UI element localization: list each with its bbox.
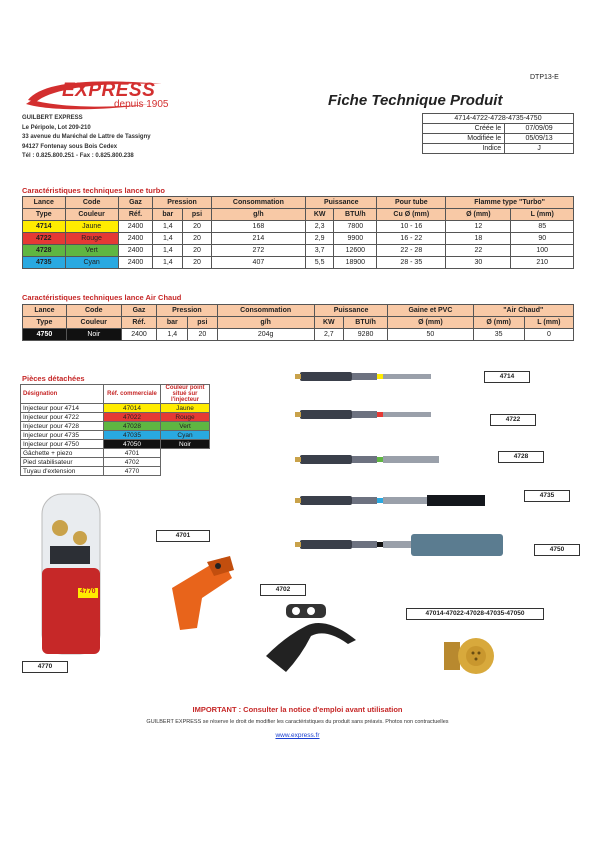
spec-cell: 5,5 bbox=[306, 257, 334, 269]
parts-header-ref: Réf. commerciale bbox=[104, 385, 161, 404]
label-4735: 4735 bbox=[524, 490, 570, 502]
color-code-cell: Noir bbox=[66, 329, 121, 341]
spec-cell: 10 - 16 bbox=[377, 221, 446, 233]
turbo-column-header: Couleur bbox=[65, 209, 118, 221]
spec-cell: 1,4 bbox=[153, 221, 183, 233]
turbo-group-header: Gaz bbox=[118, 197, 153, 209]
airchaud-column-header: Réf. bbox=[121, 317, 157, 329]
turbo-group-header: Pour tube bbox=[377, 197, 446, 209]
spec-cell: 100 bbox=[511, 245, 574, 257]
table-row bbox=[23, 233, 574, 245]
spec-cell: 2400 bbox=[118, 233, 153, 245]
label-4702: 4702 bbox=[260, 584, 306, 596]
torch-lances-illustration bbox=[295, 364, 535, 564]
part-color: Cyan bbox=[161, 431, 210, 440]
turbo-section-title: Caractéristiques techniques lance turbo bbox=[22, 186, 165, 195]
doc-code: DTP13-E bbox=[530, 74, 559, 81]
part-color: Rouge bbox=[161, 413, 210, 422]
turbo-group-header: Code bbox=[65, 197, 118, 209]
label-4722: 4722 bbox=[490, 414, 536, 426]
airchaud-group-header: Consommation bbox=[217, 305, 314, 317]
parts-header-color: Couleur point situé sur l'injecteur bbox=[161, 385, 210, 404]
turbo-column-header: Réf. bbox=[118, 209, 153, 221]
list-item bbox=[21, 458, 210, 467]
spec-cell: 2400 bbox=[121, 329, 157, 341]
index-label: Indice bbox=[423, 144, 505, 154]
turbo-spec-table bbox=[22, 196, 574, 269]
table-row bbox=[23, 245, 574, 257]
color-code-cell: Rouge bbox=[65, 233, 118, 245]
spec-cell: 1,4 bbox=[153, 257, 183, 269]
list-item bbox=[21, 440, 210, 449]
list-item bbox=[21, 422, 210, 431]
lance-4728-image bbox=[295, 455, 439, 464]
lance-4735-image bbox=[295, 495, 485, 506]
airchaud-group-header: Gaz bbox=[121, 305, 157, 317]
part-ref: 47014 bbox=[104, 404, 161, 413]
airchaud-column-header: Couleur bbox=[66, 317, 121, 329]
spec-cell: 2400 bbox=[118, 245, 153, 257]
table-row bbox=[23, 257, 574, 269]
part-color: Jaune bbox=[161, 404, 210, 413]
airchaud-column-header: bar bbox=[157, 317, 188, 329]
color-code-cell: Vert bbox=[65, 245, 118, 257]
spec-cell: 85 bbox=[511, 221, 574, 233]
part-ref: 4701 bbox=[104, 449, 161, 458]
spec-cell: 20 bbox=[183, 221, 211, 233]
part-name: Tuyau d'extension bbox=[21, 467, 104, 476]
part-name: Injecteur pour 4735 bbox=[21, 431, 104, 440]
lance-4722-image bbox=[295, 410, 431, 419]
part-name: Injecteur pour 4728 bbox=[21, 422, 104, 431]
pack-4770-image bbox=[38, 488, 104, 658]
spec-cell: 35 bbox=[473, 329, 524, 341]
spec-cell: 20 bbox=[183, 245, 211, 257]
pack-4770-badge: 4770 bbox=[80, 588, 96, 595]
turbo-column-header: bar bbox=[153, 209, 183, 221]
parts-header-designation: Désignation bbox=[21, 385, 104, 404]
part-name: Injecteur pour 4750 bbox=[21, 440, 104, 449]
spec-cell: 12600 bbox=[334, 245, 377, 257]
label-4701: 4701 bbox=[156, 530, 210, 542]
spec-cell: 7800 bbox=[334, 221, 377, 233]
part-name: Injecteur pour 4714 bbox=[21, 404, 104, 413]
turbo-group-header: Flamme type "Turbo" bbox=[446, 197, 574, 209]
spec-cell: 407 bbox=[211, 257, 305, 269]
part-ref: 47028 bbox=[104, 422, 161, 431]
turbo-column-header: g/h bbox=[211, 209, 305, 221]
lance-4750-image bbox=[295, 534, 503, 556]
airchaud-spec-table bbox=[22, 304, 574, 341]
parts-section-title: Pièces détachées bbox=[22, 374, 85, 383]
spec-cell: 20 bbox=[188, 329, 217, 341]
list-item bbox=[21, 404, 210, 413]
color-code-cell: Cyan bbox=[65, 257, 118, 269]
label-4750: 4750 bbox=[534, 544, 580, 556]
pack-tube-icon bbox=[38, 488, 104, 658]
brand-name: EXPRESS bbox=[62, 80, 156, 101]
part-ref: 4770 bbox=[104, 467, 161, 476]
airchaud-column-header: Ø (mm) bbox=[473, 317, 524, 329]
lance-type-cell: 4728 bbox=[23, 245, 66, 257]
turbo-group-header: Lance bbox=[23, 197, 66, 209]
airchaud-group-header: Pression bbox=[157, 305, 217, 317]
airchaud-group-header: Puissance bbox=[314, 305, 388, 317]
company-name: GUILBERT EXPRESS bbox=[22, 115, 83, 121]
list-item bbox=[21, 413, 210, 422]
company-line4: Tél : 0.825.800.251 - Fax : 0.825.800.238 bbox=[22, 153, 134, 159]
airchaud-group-header: Gaine et PVC bbox=[388, 305, 473, 317]
spec-cell: 22 - 28 bbox=[377, 245, 446, 257]
spec-cell: 18 bbox=[446, 233, 511, 245]
spec-cell: 0 bbox=[524, 329, 573, 341]
important-notice: IMPORTANT : Consulter la notice d'emploi avant utilisation bbox=[192, 705, 403, 714]
turbo-group-header: Puissance bbox=[306, 197, 377, 209]
stand-4702-image bbox=[256, 596, 366, 686]
turbo-column-header: KW bbox=[306, 209, 334, 221]
lance-type-cell: 4735 bbox=[23, 257, 66, 269]
lance-type-cell: 4722 bbox=[23, 233, 66, 245]
spec-cell: 168 bbox=[211, 221, 305, 233]
spec-cell: 30 bbox=[446, 257, 511, 269]
part-name: Gâchette + piezo bbox=[21, 449, 104, 458]
spec-cell: 12 bbox=[446, 221, 511, 233]
parts-table bbox=[20, 384, 210, 476]
turbo-column-header: Type bbox=[23, 209, 66, 221]
spec-cell: 210 bbox=[511, 257, 574, 269]
modified-label: Modifiée le bbox=[423, 134, 505, 144]
modified-value: 05/09/13 bbox=[505, 134, 574, 144]
trigger-4701-image bbox=[152, 548, 242, 638]
injector-image bbox=[438, 626, 498, 686]
spec-cell: 20 bbox=[183, 257, 211, 269]
airchaud-group-header: Code bbox=[66, 305, 121, 317]
airchaud-column-header: psi bbox=[188, 317, 217, 329]
turbo-column-header: psi bbox=[183, 209, 211, 221]
part-ref: 4702 bbox=[104, 458, 161, 467]
index-value: J bbox=[505, 144, 574, 154]
company-line3: 94127 Fontenay sous Bois Cedex bbox=[22, 143, 118, 150]
created-value: 07/09/09 bbox=[505, 124, 574, 134]
company-address bbox=[22, 114, 151, 162]
table-row bbox=[23, 221, 574, 233]
color-code-cell: Jaune bbox=[65, 221, 118, 233]
airchaud-column-header: BTU/h bbox=[343, 317, 388, 329]
part-name: Pied stabilisateur bbox=[21, 458, 104, 467]
spec-cell: 9900 bbox=[334, 233, 377, 245]
spec-cell: 22 bbox=[446, 245, 511, 257]
table-row bbox=[23, 329, 574, 341]
spec-cell: 28 - 35 bbox=[377, 257, 446, 269]
airchaud-column-header: Type bbox=[23, 317, 67, 329]
label-injectors: 47014-47022-47028-47035-47050 bbox=[406, 608, 544, 620]
spec-cell: 1,4 bbox=[153, 233, 183, 245]
turbo-column-header: Ø (mm) bbox=[446, 209, 511, 221]
part-color: Vert bbox=[161, 422, 210, 431]
airchaud-group-header: "Air Chaud" bbox=[473, 305, 573, 317]
airchaud-section-title: Caractéristiques techniques lance Air Chaud bbox=[22, 293, 182, 302]
list-item bbox=[21, 449, 210, 458]
spec-cell: 214 bbox=[211, 233, 305, 245]
spec-cell: 3,7 bbox=[306, 245, 334, 257]
spec-cell: 2400 bbox=[118, 257, 153, 269]
lance-type-cell: 4750 bbox=[23, 329, 67, 341]
spec-cell: 2400 bbox=[118, 221, 153, 233]
brand-logo bbox=[22, 78, 172, 114]
product-refs: 4714-4722-4728-4735-4750 bbox=[423, 114, 574, 124]
airchaud-column-header: L (mm) bbox=[524, 317, 573, 329]
brand-tagline: depuis 1905 bbox=[114, 99, 169, 110]
website-link[interactable]: www.express.fr bbox=[275, 732, 320, 739]
spec-cell: 9280 bbox=[343, 329, 388, 341]
spec-cell: 204g bbox=[217, 329, 314, 341]
company-line1: Le Péripole, Lot 209-210 bbox=[22, 124, 91, 131]
airchaud-group-header: Lance bbox=[23, 305, 67, 317]
spec-cell: 2,7 bbox=[314, 329, 343, 341]
spec-cell: 272 bbox=[211, 245, 305, 257]
turbo-column-header: Cu Ø (mm) bbox=[377, 209, 446, 221]
spec-cell: 20 bbox=[183, 233, 211, 245]
spec-cell: 18900 bbox=[334, 257, 377, 269]
turbo-group-header: Pression bbox=[153, 197, 211, 209]
page-title: Fiche Technique Produit bbox=[328, 92, 503, 109]
spec-cell: 2,3 bbox=[306, 221, 334, 233]
turbo-group-header: Consommation bbox=[211, 197, 305, 209]
lance-4714-image bbox=[295, 372, 431, 381]
spec-cell: 16 - 22 bbox=[377, 233, 446, 245]
spec-cell: 2,9 bbox=[306, 233, 334, 245]
spec-cell: 1,4 bbox=[157, 329, 188, 341]
label-4728: 4728 bbox=[498, 451, 544, 463]
label-4714: 4714 bbox=[484, 371, 530, 383]
part-name: Injecteur pour 4722 bbox=[21, 413, 104, 422]
doc-info-table bbox=[422, 113, 574, 154]
spec-cell: 50 bbox=[388, 329, 473, 341]
airchaud-column-header: g/h bbox=[217, 317, 314, 329]
created-label: Créée le bbox=[423, 124, 505, 134]
airchaud-column-header: KW bbox=[314, 317, 343, 329]
part-ref: 47035 bbox=[104, 431, 161, 440]
spec-cell: 90 bbox=[511, 233, 574, 245]
airchaud-column-header: Ø (mm) bbox=[388, 317, 473, 329]
turbo-column-header: L (mm) bbox=[511, 209, 574, 221]
spec-cell: 1,4 bbox=[153, 245, 183, 257]
part-ref: 47022 bbox=[104, 413, 161, 422]
list-item bbox=[21, 467, 210, 476]
part-color: Noir bbox=[161, 440, 210, 449]
list-item bbox=[21, 431, 210, 440]
part-ref: 47050 bbox=[104, 440, 161, 449]
turbo-column-header: BTU/h bbox=[334, 209, 377, 221]
label-4770: 4770 bbox=[22, 661, 68, 673]
rights-notice: GUILBERT EXPRESS se réserve le droit de modifier les caractéristiques du produit sans préavis. Photos non contractuelles bbox=[146, 719, 449, 725]
company-line2: 33 avenue du Maréchal de Lattre de Tassigny bbox=[22, 134, 151, 140]
lance-type-cell: 4714 bbox=[23, 221, 66, 233]
